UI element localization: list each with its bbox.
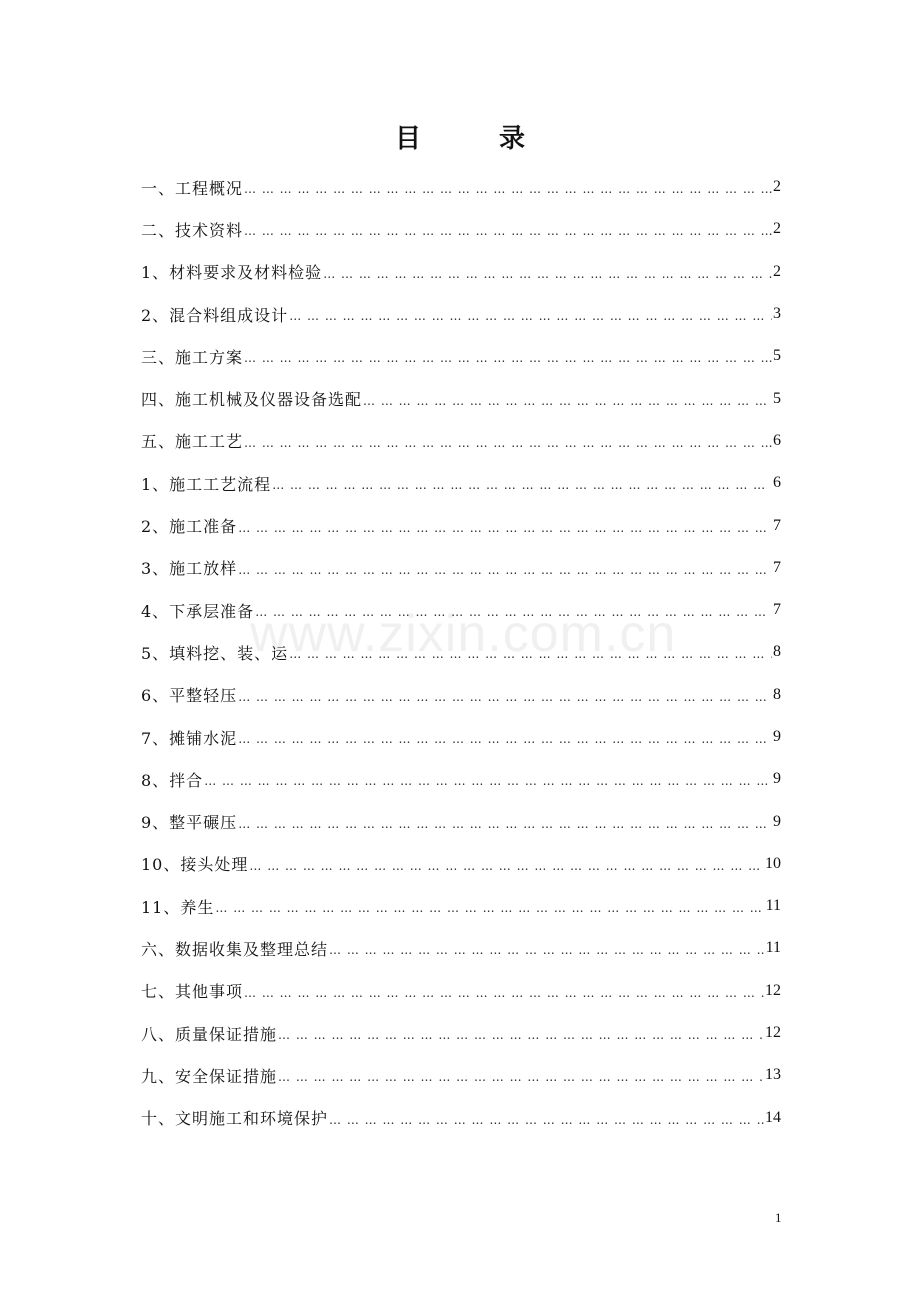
dot-leader xyxy=(244,986,764,1000)
toc-entry-page: 6 xyxy=(773,474,781,492)
dot-leader xyxy=(329,943,765,957)
toc-entry[interactable] xyxy=(141,674,781,716)
dot-leader xyxy=(249,859,764,873)
toc-entry-title: 1、施工工艺流程 xyxy=(141,474,272,494)
toc-entry-title: 十、文明施工和环境保护 xyxy=(141,1109,329,1129)
toc-entry[interactable] xyxy=(141,927,781,969)
toc-entry-page: 2 xyxy=(773,178,781,196)
toc-entry-title: 八、质量保证措施 xyxy=(141,1024,278,1044)
toc-entry-page: 3 xyxy=(773,305,781,323)
table-of-contents xyxy=(141,166,781,1139)
page-number: 1 xyxy=(775,1210,782,1225)
toc-entry-page: 11 xyxy=(765,939,781,957)
toc-entry[interactable] xyxy=(141,1097,781,1139)
toc-entry[interactable] xyxy=(141,420,781,462)
toc-entry-title: 10、接头处理 xyxy=(141,855,249,875)
dot-leader xyxy=(244,224,772,238)
dot-leader xyxy=(278,1028,764,1042)
toc-entry-title: 2、施工准备 xyxy=(141,517,238,537)
dot-leader xyxy=(238,521,772,535)
toc-entry-page: 5 xyxy=(773,347,781,365)
toc-entry-page: 12 xyxy=(765,1024,781,1042)
toc-entry[interactable] xyxy=(141,166,781,208)
toc-entry[interactable] xyxy=(141,335,781,377)
dot-leader xyxy=(289,309,772,323)
toc-entry[interactable] xyxy=(141,843,781,885)
toc-entry[interactable] xyxy=(141,462,781,504)
dot-leader xyxy=(215,901,764,915)
toc-entry-title: 11、养生 xyxy=(141,897,215,917)
toc-entry[interactable] xyxy=(141,800,781,842)
toc-entry-page: 8 xyxy=(773,643,781,661)
dot-leader xyxy=(278,1070,764,1084)
toc-entry-title: 8、拌合 xyxy=(141,770,204,790)
toc-entry-page: 11 xyxy=(765,897,781,915)
toc-entry[interactable] xyxy=(141,758,781,800)
watermark: www.zixin.com.cn xyxy=(250,605,677,663)
dot-leader xyxy=(363,394,772,408)
toc-entry[interactable] xyxy=(141,885,781,927)
toc-entry-page: 9 xyxy=(773,770,781,788)
dot-leader xyxy=(238,563,772,577)
toc-entry-page: 6 xyxy=(773,431,781,449)
toc-entry-title: 7、摊铺水泥 xyxy=(141,728,238,748)
toc-entry-page: 14 xyxy=(765,1108,781,1126)
toc-entry-page: 10 xyxy=(765,854,781,872)
toc-entry-title: 四、施工机械及仪器设备选配 xyxy=(141,390,363,410)
dot-leader xyxy=(323,267,772,281)
toc-entry[interactable] xyxy=(141,970,781,1012)
dot-leader xyxy=(255,605,772,619)
toc-entry-title: 3、施工放样 xyxy=(141,559,238,579)
toc-entry-page: 12 xyxy=(765,981,781,999)
toc-entry-title: 五、施工工艺 xyxy=(141,432,244,452)
toc-entry[interactable] xyxy=(141,251,781,293)
toc-entry[interactable] xyxy=(141,716,781,758)
toc-entry-page: 8 xyxy=(773,685,781,703)
toc-entry-title: 4、下承层准备 xyxy=(141,601,255,621)
toc-entry-title: 9、整平碾压 xyxy=(141,813,238,833)
dot-leader xyxy=(238,817,772,831)
toc-entry-title: 5、填料挖、装、运 xyxy=(141,643,289,663)
toc-entry-title: 三、施工方案 xyxy=(141,347,244,367)
toc-entry[interactable] xyxy=(141,208,781,250)
toc-entry[interactable] xyxy=(141,547,781,589)
dot-leader xyxy=(238,690,772,704)
toc-entry[interactable] xyxy=(141,631,781,673)
toc-entry[interactable] xyxy=(141,293,781,335)
dot-leader xyxy=(244,436,772,450)
toc-entry[interactable] xyxy=(141,1054,781,1096)
dot-leader xyxy=(204,774,772,788)
dot-leader xyxy=(244,182,772,196)
toc-entry-title: 六、数据收集及整理总结 xyxy=(141,939,329,959)
dot-leader xyxy=(289,647,772,661)
page-title xyxy=(0,118,920,155)
toc-entry-title: 九、安全保证措施 xyxy=(141,1066,278,1086)
toc-entry-title: 1、材料要求及材料检验 xyxy=(141,263,323,283)
toc-entry-page: 7 xyxy=(773,558,781,576)
toc-entry-page: 5 xyxy=(773,389,781,407)
toc-entry[interactable] xyxy=(141,377,781,419)
toc-entry-page: 2 xyxy=(773,220,781,238)
dot-leader xyxy=(238,732,772,746)
dot-leader xyxy=(329,1113,764,1127)
toc-entry-page: 7 xyxy=(773,516,781,534)
dot-leader xyxy=(244,351,772,365)
toc-entry-page: 9 xyxy=(773,812,781,830)
toc-entry[interactable] xyxy=(141,589,781,631)
dot-leader xyxy=(272,478,772,492)
toc-entry-page: 9 xyxy=(773,728,781,745)
toc-entry-page: 7 xyxy=(773,601,781,619)
toc-entry-page: 13 xyxy=(765,1066,781,1084)
title-char-1: 目 xyxy=(394,124,421,154)
toc-entry[interactable] xyxy=(141,1012,781,1054)
toc-entry-page: 2 xyxy=(773,262,781,280)
toc-entry-title: 6、平整轻压 xyxy=(141,686,238,706)
toc-entry-title: 一、工程概况 xyxy=(141,178,244,198)
toc-entry-title: 七、其他事项 xyxy=(141,982,244,1002)
toc-entry[interactable] xyxy=(141,504,781,546)
toc-entry-title: 二、技术资料 xyxy=(141,220,244,240)
title-char-2: 录 xyxy=(499,124,526,154)
toc-entry-title: 2、混合料组成设计 xyxy=(141,305,289,325)
